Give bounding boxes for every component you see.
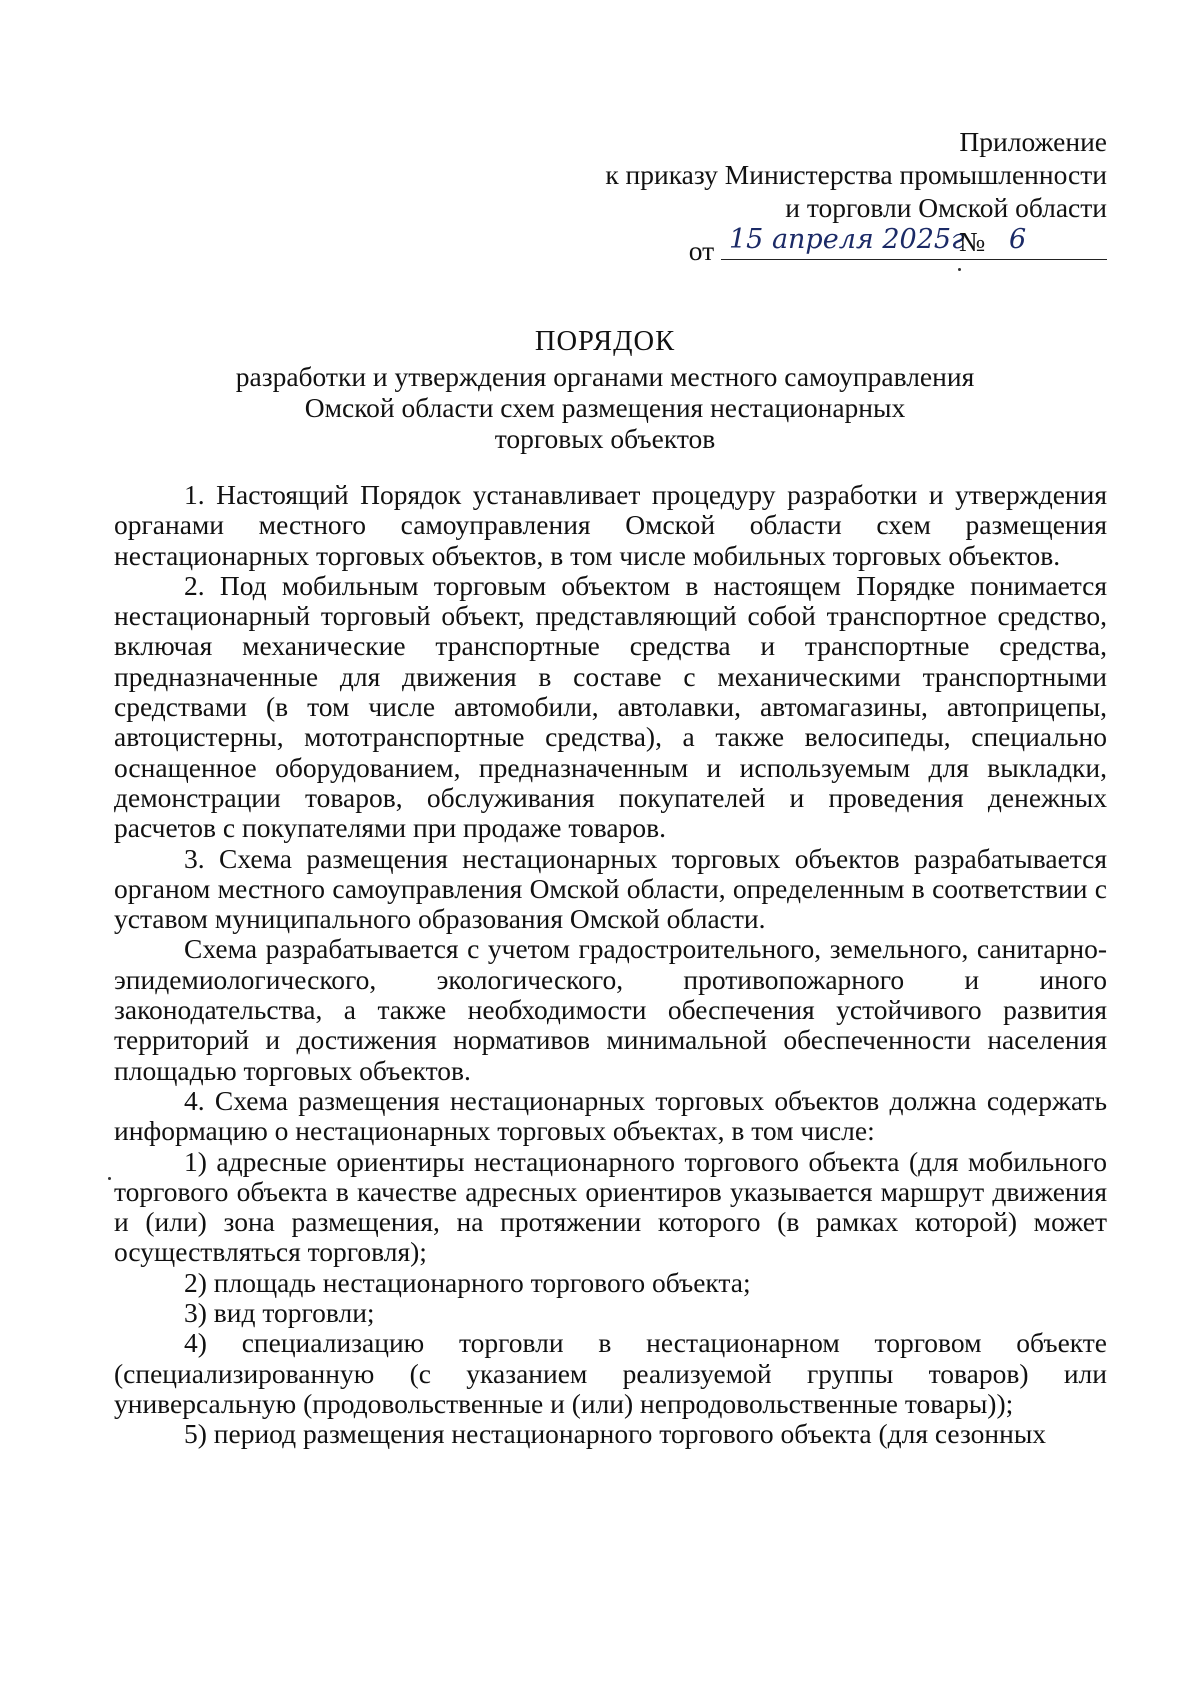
list-item-3: 3) вид торговли; <box>184 1297 375 1329</box>
appendix-title: Приложение <box>959 126 1107 157</box>
appendix-date-line <box>605 225 1107 267</box>
list-item-4: 4) специализацию торговли в нестационарном торговом объекте (специализированную (с указанием реализуемой группы товаров) или универсальную (продовольственные и (или) непродовольственные товары)); <box>114 1327 1107 1419</box>
document-body <box>114 480 1107 1450</box>
appendix-header <box>605 125 1107 267</box>
list-item-1: 1) адресные ориентиры нестационарного торгового объекта (для мобильного торгового объекта в качестве адресных ориентиров указывается маршрут движения и (или) зона размещения, на протяжении которого (в рамках которой) может осуществляться торговля); <box>114 1145 1107 1268</box>
title-line-1: разработки и утверждения органами местного самоуправления <box>235 361 975 392</box>
handwritten-number: 6 <box>1009 224 1027 255</box>
title-heading: ПОРЯДОК <box>534 326 676 357</box>
number-label: № <box>959 226 986 257</box>
paragraph-3: 3. Схема размещения нестационарных торговых объектов разрабатывается органом местного самоуправления Омской области, определенным в соответствии с уставом муниципального образования Омской области. <box>114 842 1107 935</box>
scan-artifact <box>108 1177 111 1180</box>
paragraph-1: 1. Настоящий Порядок устанавливает процедуру разработки и утверждения органами местного самоуправления Омской области схем размещения нестационарных торговых объектов, в том числе мобильных торговых объектов. <box>114 479 1107 571</box>
handwritten-date: 15 апреля 2025г <box>729 224 965 255</box>
appendix-ministry-line: и торговли Омской области <box>785 192 1107 223</box>
list-item-5: 5) период размещения нестационарного торгового объекта (для сезонных <box>184 1418 1047 1450</box>
paragraph-3-scheme: Схема разрабатывается с учетом градостроительного, земельного, санитарно-эпидемиологического, экологического, противопожарного и иного законодательства, а также необходимости обеспечения устойчивого развития территорий и достижения нормативов минимальной обеспеченности населения площадью торговых объектов. <box>114 933 1107 1086</box>
title-line-2: Омской области схем размещения нестационарных <box>304 392 906 423</box>
date-field <box>721 225 1107 260</box>
paragraph-4: 4. Схема размещения нестационарных торговых объектов должна содержать информацию о нестационарных торговых объектах, в том числе: <box>114 1084 1107 1147</box>
appendix-order-line: к приказу Министерства промышленности <box>605 159 1107 190</box>
list-item-2: 2) площадь нестационарного торгового объекта; <box>184 1266 751 1298</box>
paragraph-2: 2. Под мобильным торговым объектом в настоящем Порядке понимается нестационарный торговый объект, представляющий собой транспортное средство, включая механические транспортные средства и транспортные средства, предназначенные для движения в составе с механическими транспортными средствами (в том числе автомобили, автолавки, автомагазины, автоприцепы, автоцистерны, мототранспортные средства), а также велосипеды, специально оснащенное оборудованием, предназначенным и используемым для выкладки, демонстрации товаров, обслуживания покупателей и проведения денежных расчетов с покупателями при продаже товаров. <box>114 569 1107 844</box>
title-line-3: торговых объектов <box>494 423 716 454</box>
date-prefix: от <box>688 235 715 266</box>
scan-artifact <box>958 268 961 271</box>
document-title <box>150 326 1060 454</box>
